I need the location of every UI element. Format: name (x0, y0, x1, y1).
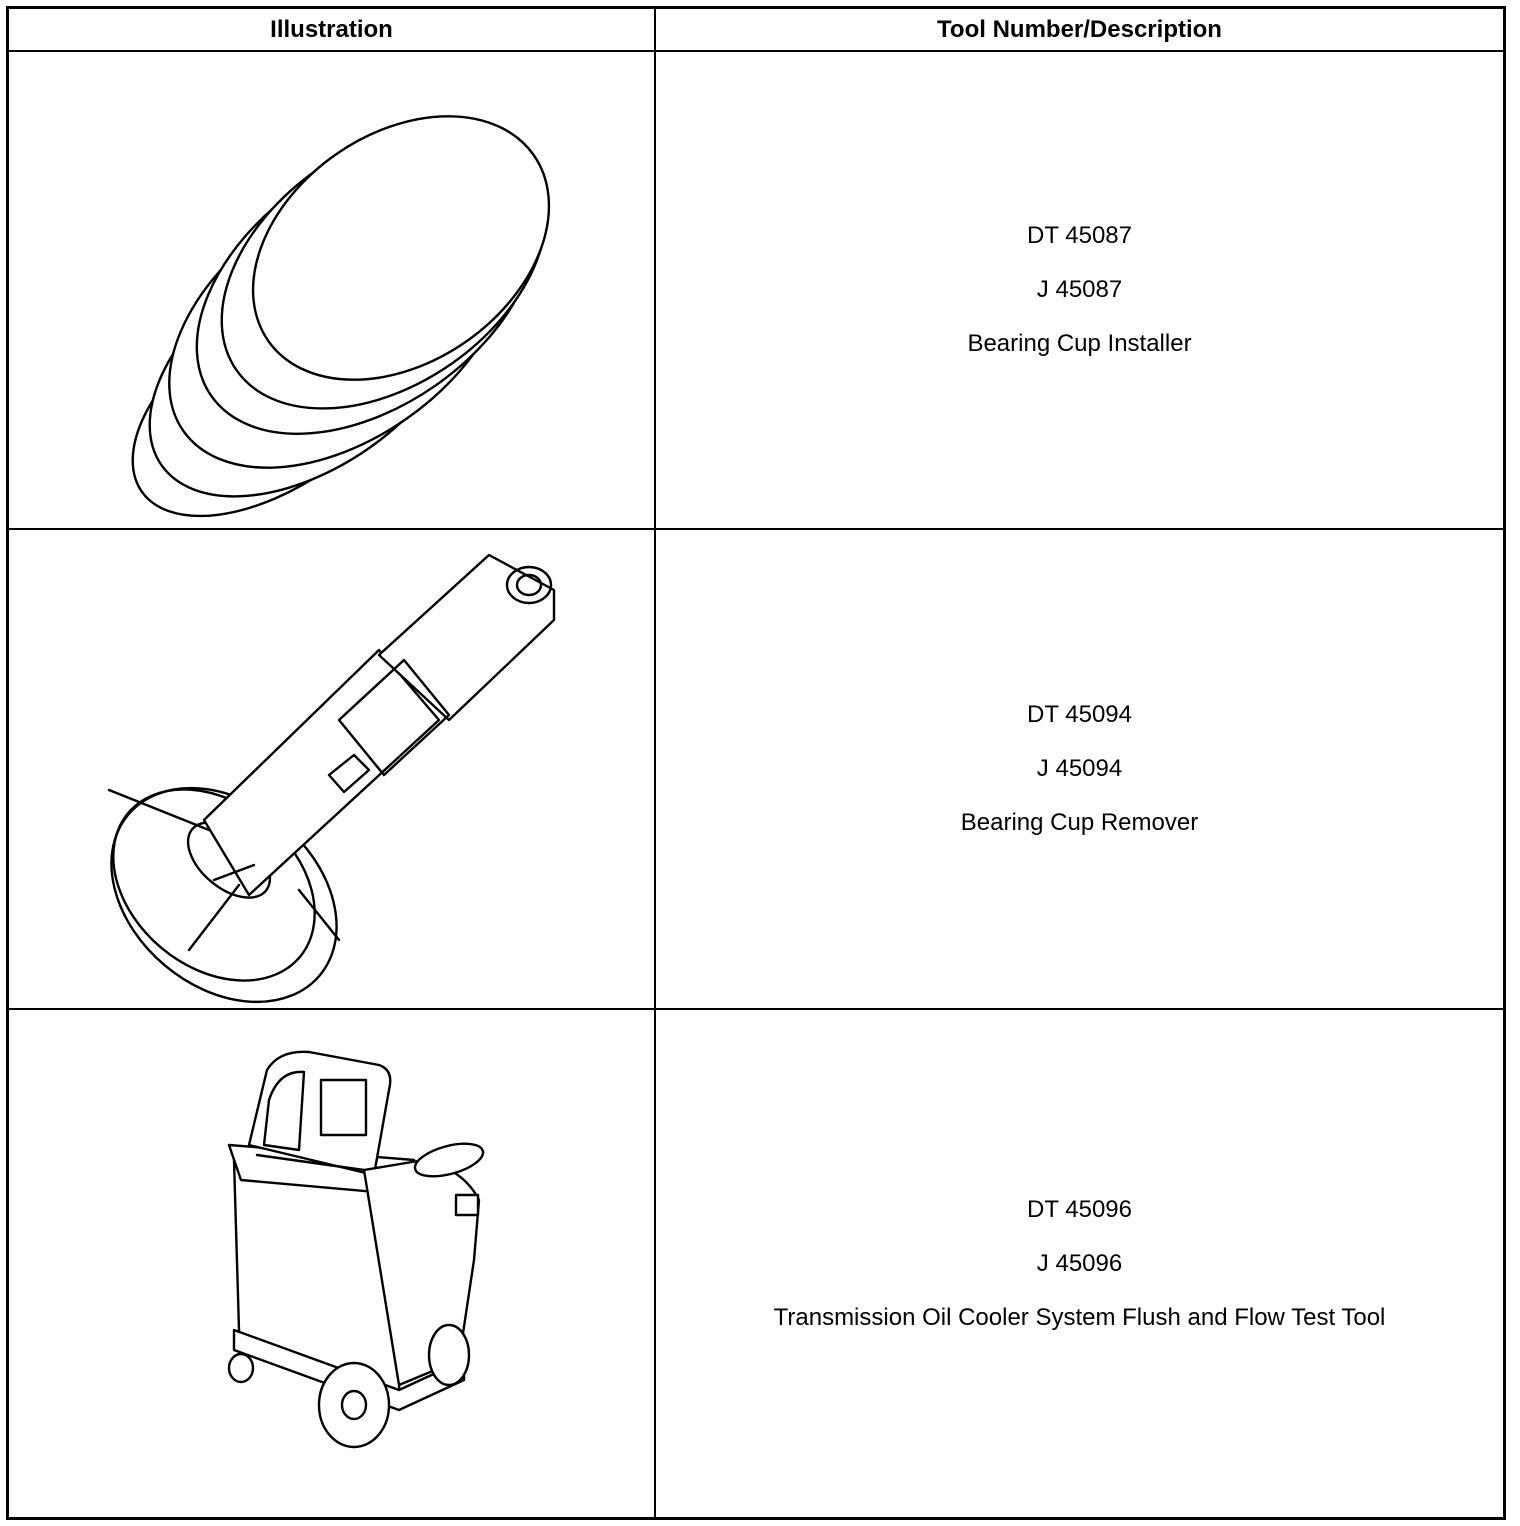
j-number: J 45096 (1036, 1249, 1123, 1277)
dt-number: DT 45096 (1027, 1195, 1132, 1223)
tool-description: Bearing Cup Installer (967, 330, 1192, 357)
tool-description: Transmission Oil Cooler System Flush and Flow Test Tool (773, 1303, 1386, 1331)
row-3-description-cell (656, 1010, 1503, 1517)
j-number: J 45087 (1036, 276, 1123, 303)
row-1-description-cell (656, 52, 1503, 528)
header-illustration: Illustration (270, 15, 393, 43)
row-2-description-cell (656, 530, 1503, 1008)
dt-number: DT 45087 (1027, 222, 1132, 249)
tool-table (6, 6, 1506, 1520)
bearing-cup-installer-illustration (9, 52, 654, 528)
flush-flow-test-tool-illustration (9, 1010, 654, 1517)
dt-number: DT 45094 (1027, 701, 1132, 728)
tool-description: Bearing Cup Remover (960, 809, 1199, 836)
j-number: J 45094 (1036, 755, 1123, 782)
bearing-cup-remover-illustration (9, 530, 654, 1008)
header-tool-number-description: Tool Number/Description (937, 15, 1222, 43)
